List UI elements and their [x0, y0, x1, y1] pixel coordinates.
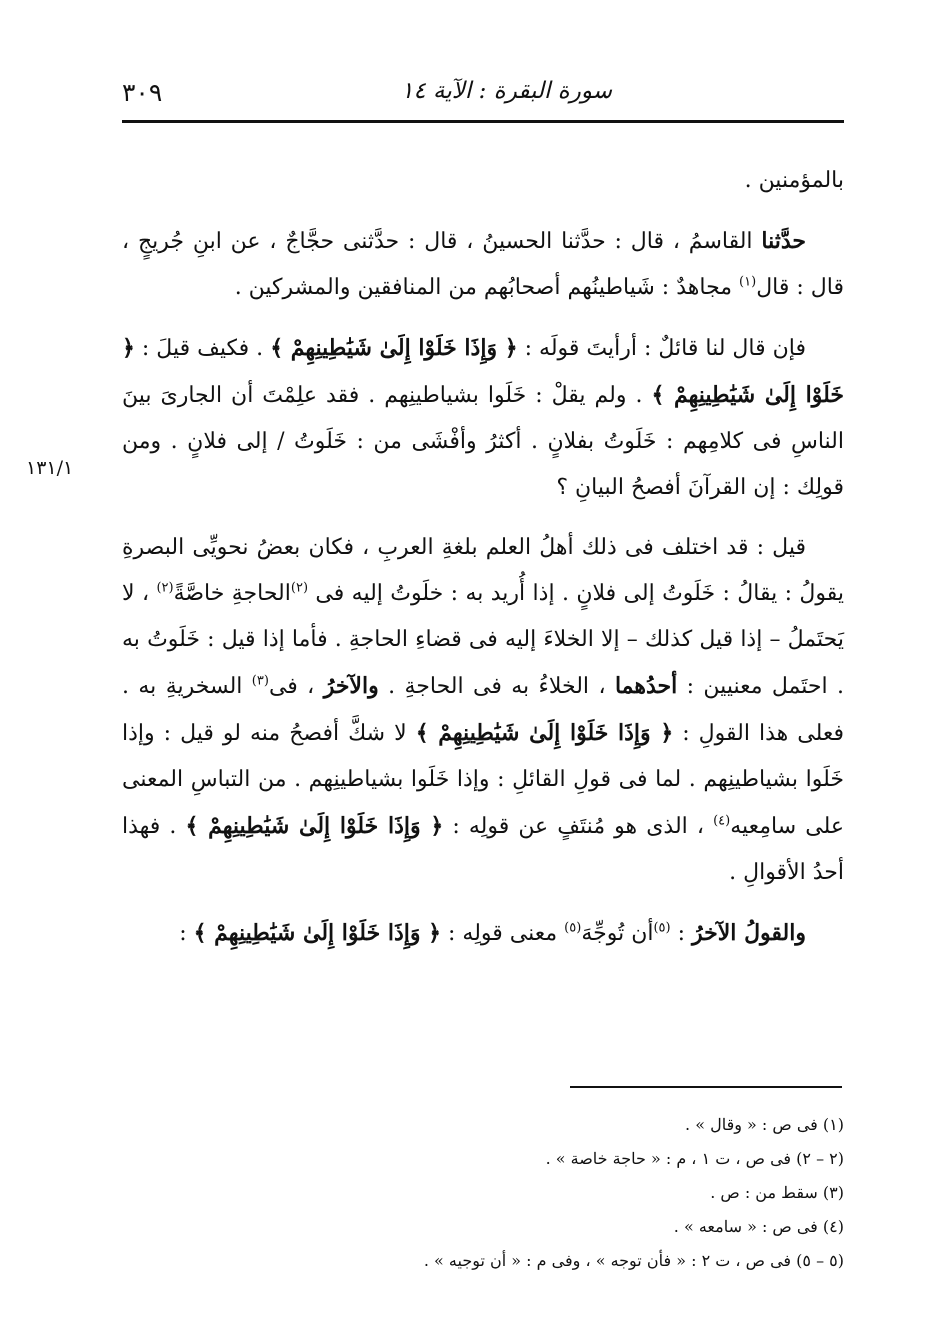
isnad-lead: حدَّثنا — [761, 228, 806, 254]
text-segment: ، لا يَحتَملُ – إذا قيل كذلك – إلا الخلاءَ إليه فى قضاءِ الحاجةِ . فأما إذا قيل : خَلَوتُ به . احتَمل معنيين : — [122, 581, 845, 699]
text-segment: ، الذى هو مُنتَفٍ عن قولِه : — [443, 814, 714, 839]
footnote-3: (٣) سقط من : ص . — [710, 1183, 844, 1202]
footnote-ref: (٣) — [251, 673, 269, 689]
text-segment: : — [179, 921, 194, 946]
quran-quote: ﴿ وَإِذَا خَلَوْا إِلَىٰ شَيَٰطِينِهِمْ ﴾ — [270, 335, 518, 361]
paragraph-2 — [122, 325, 844, 511]
text-segment: السخريةِ به . فعلى هذا القولِ : — [122, 674, 844, 746]
text-segment: أن تُوجِّهَ — [581, 921, 654, 946]
footnote-2: (٢ – ٢) فى ص ، ت ١ ، م : « حاجة خاصة » . — [545, 1149, 844, 1168]
paragraph-3 — [122, 525, 844, 896]
footnote-ref: (٢) — [290, 580, 309, 596]
text-segment: . فهذا أحدُ الأقوالِ . — [122, 814, 844, 885]
text-segment: القاسمُ ، قال : حدَّثنا الحسينُ ، قال : حدَّثنى حجَّاجٌ ، عن ابنِ جُريجٍ ، قال : قال — [122, 229, 844, 300]
bold-term: والآخرُ — [323, 673, 379, 699]
footnote-ref: (٥) — [653, 920, 671, 936]
text-segment: مجاهدٌ : شَياطينُهم أصحابُهم من المنافقين والمشركين . — [234, 275, 740, 300]
quran-quote: ﴿ خَلَوْا إِلَىٰ شَيَٰطِينِهِمْ ﴾ — [122, 335, 845, 408]
quran-quote: ﴿ وَإِذَا خَلَوْا إِلَىٰ شَيَٰطِينِهِمْ ﴾ — [193, 920, 442, 946]
footnote-ref: (٥) — [564, 920, 582, 936]
footnote-ref: (٤) — [713, 813, 731, 829]
text-segment: ، فى — [268, 674, 324, 699]
text-segment: : — [670, 921, 693, 946]
footnote-ref: (٢) — [156, 580, 174, 596]
text-segment: فإن قال لنا قائلٌ : أرأيتَ قولَه : — [517, 336, 807, 361]
text-segment: الحاجةِ خاصَّةً — [173, 581, 291, 606]
margin-note: ١٣١/١ — [26, 457, 74, 479]
text-segment: ، الخلاءُ به فى الحاجةِ . — [378, 674, 615, 699]
text-segment: . فكيف قيلَ : — [134, 336, 271, 361]
page-number: ٣٠٩ — [122, 78, 163, 107]
text-segment: . ولم يقلْ : خَلَوا بشياطينِهم . فقد علِمْتَ أن الجارىَ بينَ الناسِ فى كلامِهم : خَلَوتُ بفلانٍ . أكثرُ وأفْشَى من : خَلَوتُ / إلى فلانٍ . ومن قولِك : إن القرآنَ أفصحُ البيانِ ؟ — [122, 383, 844, 500]
text-segment: معنى قولِه : — [441, 921, 565, 946]
paragraph-4 — [122, 910, 844, 957]
quran-quote: ﴿ وَإِذَا خَلَوْا إِلَىٰ شَيَٰطِينِهِمْ ﴾ — [415, 720, 674, 746]
bold-term: والقولُ الآخرُ — [692, 920, 806, 946]
header-rule — [122, 120, 844, 123]
paragraph-0: بالمؤمنين . — [744, 168, 844, 193]
footnote-rule — [570, 1086, 842, 1088]
text-segment: لا شكَّ أفصحُ منه لو قيل : وإذا خَلَوا بشياطينِهم . لما فى قولِ القائلِ : وإذا خَلَوا بشياطينِهم . من التباسِ المعنى على سامِعيه — [122, 721, 844, 839]
text-segment: قيل : قد اختلف فى ذلك أهلُ العلم بلغةِ العربِ ، فكان بعضُ نحويِّى البصرةِ يقولُ : يقالُ : خَلَوتُ إلى فلانٍ . إذا أُريد به : خلَوتُ إليه فى — [122, 535, 844, 606]
footnote-4: (٤) فى ص : « سامعه » . — [673, 1217, 844, 1236]
footnotes — [122, 1108, 844, 1278]
paragraph-1 — [122, 218, 844, 311]
quran-quote: ﴿ وَإِذَا خَلَوْا إِلَىٰ شَيَٰطِينِهِمْ ﴾ — [185, 813, 444, 839]
running-title: سورة البقرة : الآية ١٤ — [401, 78, 612, 104]
footnote-5: (٥ – ٥) فى ص ، ت ٢ : « فأن توجه » ، وفى م : « أن توجيه » . — [423, 1251, 844, 1270]
main-text — [122, 158, 844, 957]
page-header — [122, 78, 842, 112]
footnote-ref: (١) — [739, 274, 757, 290]
footnote-1: (١) فى ص : « وقال » . — [685, 1115, 844, 1134]
bold-term: أحدُهما — [614, 673, 678, 699]
